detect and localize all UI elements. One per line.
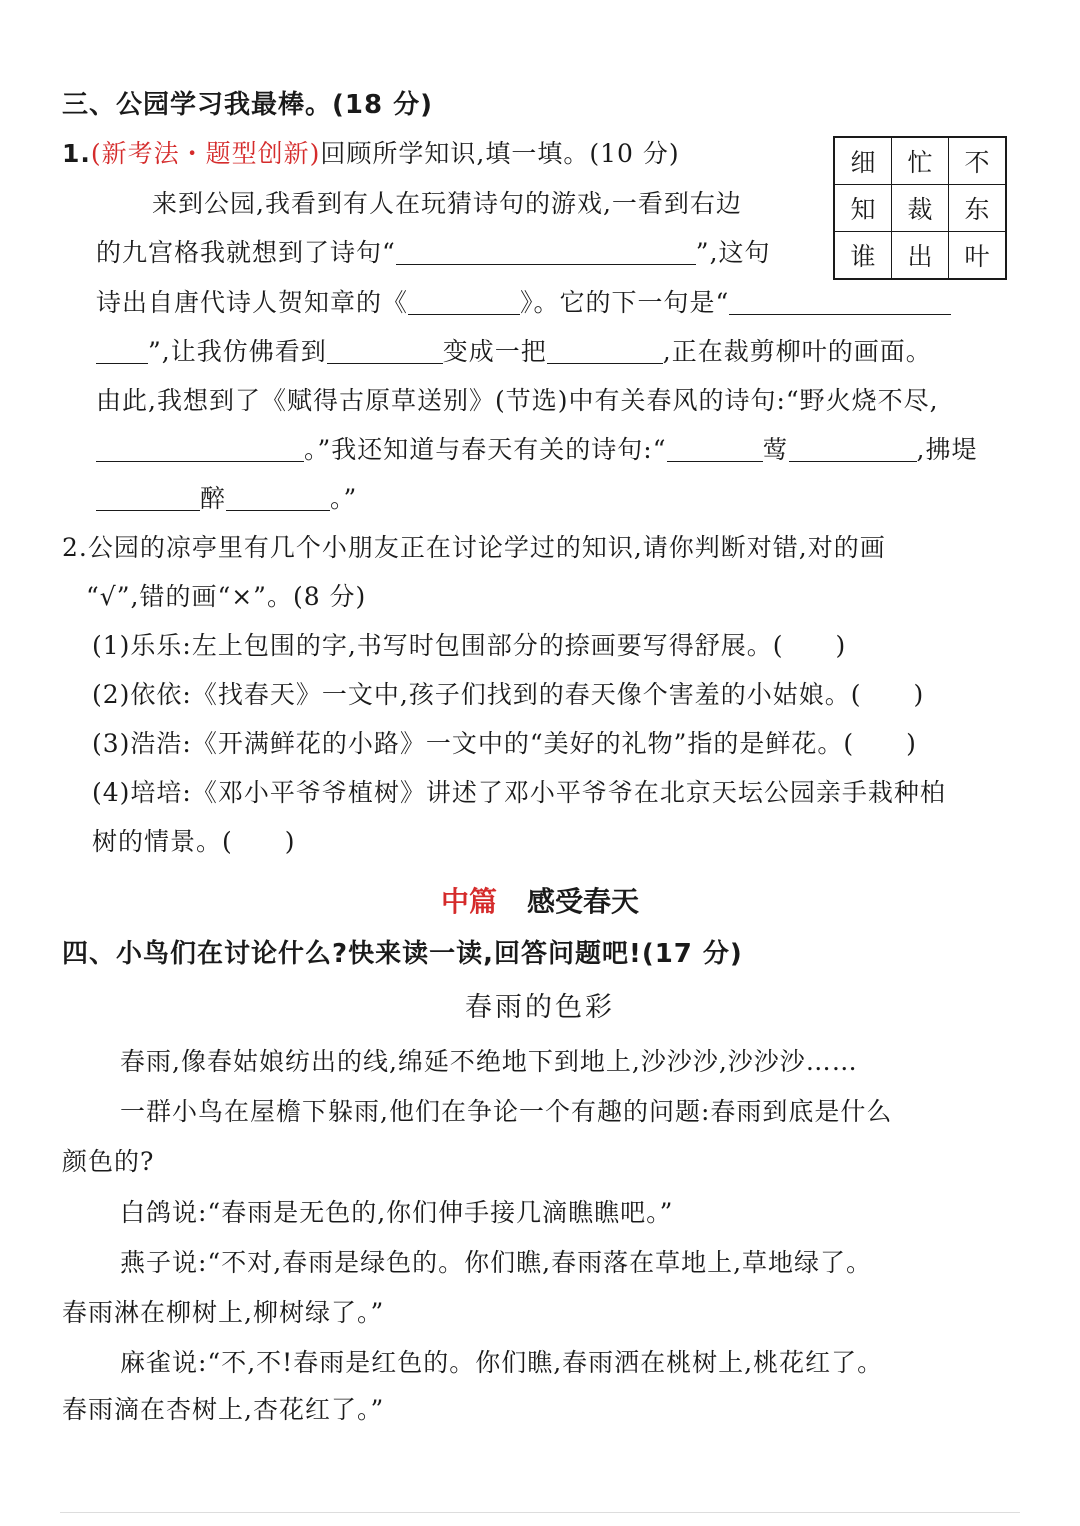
answer-blank-spring-a[interactable] — [667, 435, 763, 462]
q1-line5: 由此,我想到了《赋得古原草送别》(节选)中有关春风的诗句:“野火烧不尽, — [96, 386, 939, 415]
q1-line2 — [96, 236, 771, 270]
story-line-8: 春雨滴在杏树上,杏花红了。” — [62, 1395, 385, 1424]
q2-item-4-cont-text: 树的情景。( — [92, 827, 233, 856]
answer-blank-next-line[interactable] — [729, 288, 951, 315]
answer-blank-image-a[interactable] — [327, 337, 443, 364]
q1-number: 1. — [62, 139, 91, 168]
story-line-5: 燕子说:“不对,春雨是绿色的。你们瞧,春雨落在草地上,草地绿了。 — [120, 1248, 873, 1277]
story-line-4: 白鸽说:“春雨是无色的,你们伸手接几滴瞧瞧吧。” — [120, 1198, 674, 1227]
q2-line2: “√”,错的画“×”。(8 分) — [86, 582, 367, 611]
grid-cell: 东 — [949, 185, 1007, 232]
answer-blank-spring-c[interactable] — [96, 484, 200, 511]
answer-blank-spring-d[interactable] — [226, 484, 330, 511]
q2-item-1 — [92, 629, 846, 663]
story-line-1: 春雨,像春姑娘纺出的线,绵延不绝地下到地上,沙沙沙,沙沙沙…… — [120, 1047, 858, 1076]
q1-line3-text-b: 》。它的下一句是“ — [520, 288, 730, 317]
q1-line3-text-a: 诗出自唐代诗人贺知章的《 — [96, 288, 409, 317]
q1-prompt: 回顾所学知识,填一填。(10 分) — [320, 139, 680, 168]
answer-blank-poem-title[interactable] — [408, 288, 520, 315]
close-paren: ) — [913, 680, 925, 709]
story-title: 春雨的色彩 — [465, 992, 615, 1023]
answer-blank-spring-wind[interactable] — [96, 435, 304, 462]
story-line-3: 颜色的? — [62, 1147, 155, 1176]
grid-cell: 知 — [834, 185, 892, 232]
grid-cell: 出 — [892, 232, 949, 280]
q2-item-2-text: (2)依依:《找春天》一文中,孩子们找到的春天像个害羞的小姑娘。( — [92, 680, 862, 709]
grid-cell: 忙 — [892, 137, 949, 185]
q1-line6 — [96, 433, 977, 467]
q2-line1: 2.公园的凉亭里有几个小朋友正在讨论学过的知识,请你判断对错,对的画 — [62, 533, 886, 562]
grid-cell: 叶 — [949, 232, 1007, 280]
grid-cell: 细 — [834, 137, 892, 185]
grid-cell: 谁 — [834, 232, 892, 280]
grid-cell: 裁 — [892, 185, 949, 232]
q1-line1: 来到公园,我看到有人在玩猜诗句的游戏,一看到右边 — [152, 189, 742, 218]
q1-line4-text-b: 变成一把 — [442, 337, 547, 366]
q1-line6-text-a: 。”我还知道与春天有关的诗句:“ — [304, 435, 667, 464]
q1-line6-text-c: ,拂堤 — [916, 435, 978, 464]
story-line-6: 春雨淋在柳树上,柳树绿了。” — [62, 1298, 385, 1327]
q1-header — [62, 137, 680, 171]
q2-item-1-text: (1)乐乐:左上包围的字,书写时包围部分的捺画要写得舒展。( — [92, 631, 784, 660]
story-line-2: 一群小鸟在屋檐下躲雨,他们在争论一个有趣的问题:春雨到底是什么 — [120, 1097, 893, 1126]
part-name: 感受春天 — [527, 885, 640, 918]
close-paren: ) — [906, 729, 917, 758]
answer-blank-image-b[interactable] — [547, 337, 663, 364]
q1-line4-text-a: ”,让我仿佛看到 — [148, 337, 327, 366]
q1-line3 — [96, 286, 951, 320]
q2-item-2 — [92, 678, 924, 712]
q1-tag: (新考法・题型创新) — [90, 139, 321, 168]
section4-heading: 四、小鸟们在讨论什么?快来读一读,回答问题吧!(17 分) — [62, 939, 743, 969]
q1-line4 — [96, 335, 932, 369]
q1-line4-text-c: ,正在裁剪柳叶的画面。 — [662, 337, 932, 366]
q1-line7-text-b: 。” — [330, 484, 358, 513]
close-paren: ) — [835, 631, 847, 660]
q2-item-4-cont — [92, 825, 296, 859]
part-title — [0, 883, 1080, 921]
answer-blank-next-line-cont[interactable] — [96, 337, 148, 364]
answer-blank-poem-line[interactable] — [396, 238, 696, 265]
q2-item-3 — [92, 727, 917, 761]
part-label: 中篇 — [440, 885, 497, 918]
q2-item-3-text: (3)浩浩:《开满鲜花的小路》一文中的“美好的礼物”指的是鲜花。( — [92, 729, 855, 758]
close-paren: ) — [284, 827, 296, 856]
q1-line7-text-a: 醉 — [200, 484, 227, 513]
answer-blank-spring-b[interactable] — [789, 435, 917, 462]
grid-cell: 不 — [949, 137, 1007, 185]
q1-line2-text-a: 的九宫格我就想到了诗句“ — [96, 238, 396, 267]
q1-line6-text-b: 莺 — [762, 435, 789, 464]
q2-item-4: (4)培培:《邓小平爷爷植树》讲述了邓小平爷爷在北京天坛公园亲手栽种柏 — [92, 778, 946, 807]
nine-square-grid — [833, 136, 1007, 280]
q1-line7 — [96, 482, 357, 516]
page-bottom-divider — [60, 1512, 1020, 1513]
story-line-7: 麻雀说:“不,不!春雨是红色的。你们瞧,春雨洒在桃树上,桃花红了。 — [120, 1348, 884, 1377]
section3-heading: 三、公园学习我最棒。(18 分) — [62, 90, 433, 120]
q1-line2-text-b: ”,这句 — [695, 238, 771, 267]
